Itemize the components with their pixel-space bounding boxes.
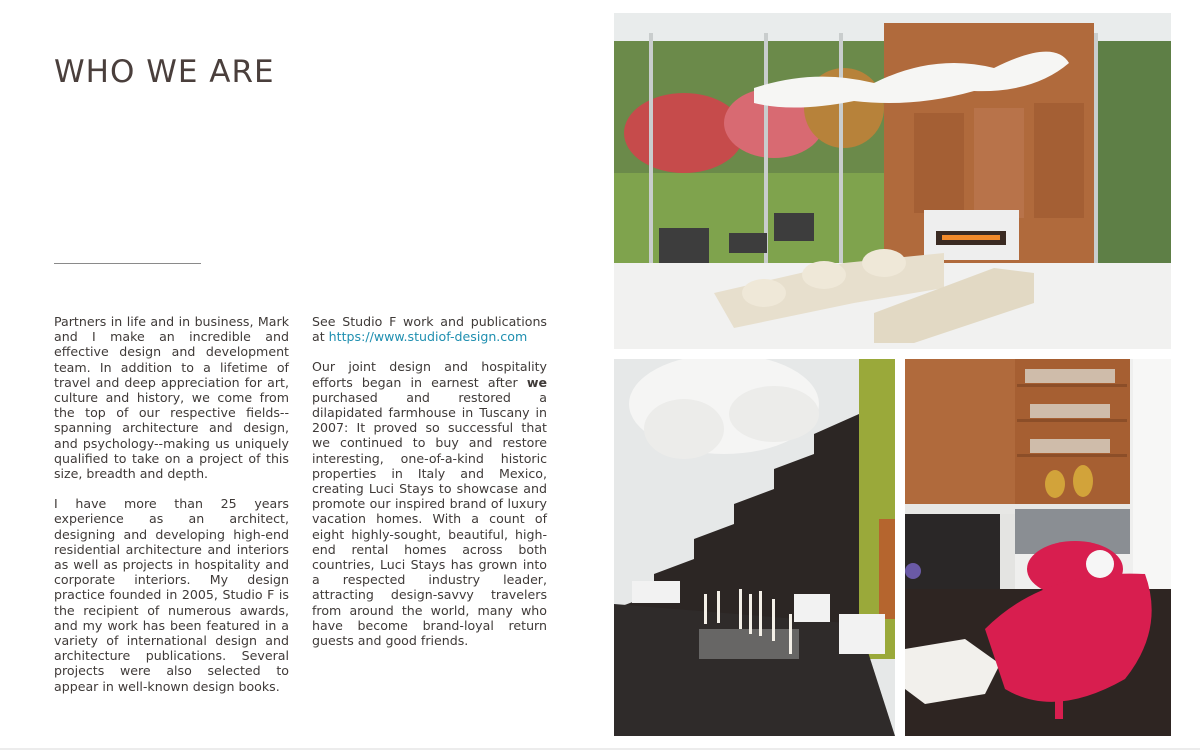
intro-paragraph: Partners in life and in business, Mark and I make an incredible and effective design and development team. In addition to a lifetime of travel and deep appreciation for art, culture and history, we come from the top of our respective fields--spanning architecture and design, and psychology--making us uniquely qualified to take on a project of this size, breadth and depth. (54, 314, 289, 482)
experience-paragraph: I have more than 25 years experience as an architect, designing and developing high-end residential architecture and interiors as well as projects in hospitality and corporate interiors. My design practice founded in 2005, Studio F is the recipient of numerous awards, and my work has been featured in a variety of international design and architecture publications. Several projects were also selected to appear in well-known design books. (54, 496, 289, 694)
left-text-column (54, 314, 289, 709)
lounge-photo (905, 359, 1171, 736)
hospitality-text-start: Our joint design and hospitality efforts began in earnest after (312, 359, 547, 390)
portfolio-paragraph (312, 314, 547, 344)
title-divider (54, 263, 201, 264)
hospitality-text-end: purchased and restored a dilapidated farmhouse in Tuscany in 2007: It proved so successful that we continued to buy and restore interesting, one-of-a-kind historic properties in Italy and Mexico, creating Luci Stays to showcase and promote our inspired brand of luxury vacation homes. With a count of eight highly-sought, beautiful, high-end rental homes across both countries, Luci Stays has grown into a respected industry leader, attracting design-savvy travelers from around the world, many who have become brand-loyal return guests and good friends. (312, 389, 547, 649)
studio-website-link[interactable]: https://www.studiof-design.com (328, 329, 528, 345)
right-text-column (312, 314, 547, 663)
dining-room-photo (614, 359, 895, 736)
hospitality-paragraph (312, 359, 547, 648)
portfolio-intro-text: See Studio F work and publications at (312, 314, 547, 345)
hospitality-text-bold: we (526, 374, 547, 390)
living-room-photo (614, 13, 1171, 349)
page-title: WHO WE ARE (54, 54, 275, 90)
